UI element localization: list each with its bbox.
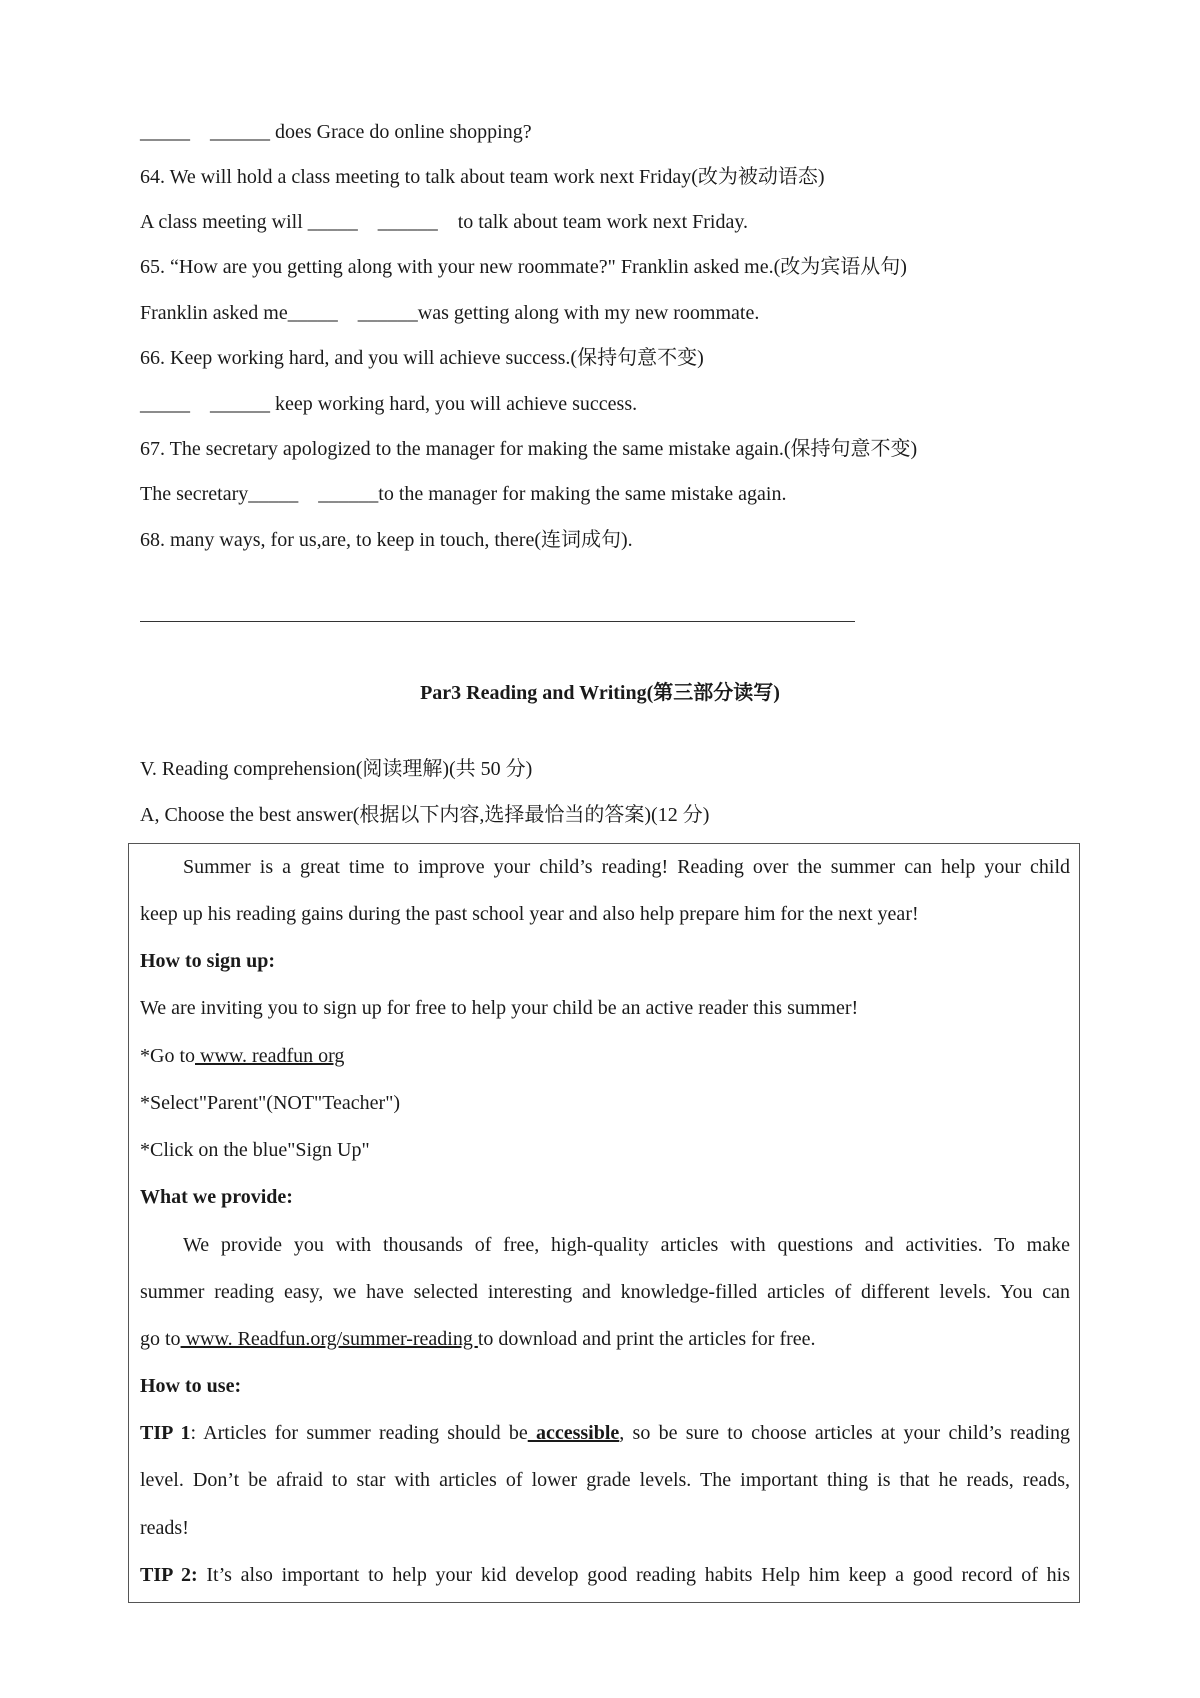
exercise-line: 65. “How are you getting along with your new roommate?" Franklin asked me.(改为宾语从句) <box>140 256 907 278</box>
exercise-line: Franklin asked me_____ ______was getting along with my new roommate. <box>140 302 760 324</box>
passage-paragraph-1-line-2: keep up his reading gains during the past school year and also help prepare him for the next year! <box>140 903 919 925</box>
section-a-heading: A, Choose the best answer(根据以下内容,选择最恰当的答案)(12 分) <box>140 804 710 826</box>
provide-line-3-prefix: go to <box>140 1328 181 1350</box>
signup-step-1 <box>140 1044 1070 1068</box>
exercise-line: The secretary_____ ______to the manager for making the same mistake again. <box>140 483 787 505</box>
part3-title: Par3 Reading and Writing(第三部分读写) <box>420 682 780 704</box>
exercise-line: 66. Keep working hard, and you will achieve success.(保持句意不变) <box>140 347 704 369</box>
tip-2-text: It’s also important to help your kid develop good reading habits Help him keep a good record of his <box>197 1564 1070 1586</box>
tip-1-line-2: level. Don’t be afraid to star with articles of lower grade levels. The important thing is that he reads, reads, <box>140 1469 1070 1491</box>
accessible-word: accessible <box>527 1422 620 1444</box>
exercise-line: 64. We will hold a class meeting to talk about team work next Friday(改为被动语态) <box>140 166 825 188</box>
use-heading: How to use: <box>140 1375 242 1397</box>
tip-1-line-1 <box>140 1421 1070 1445</box>
provide-heading: What we provide: <box>140 1186 293 1208</box>
signup-step-2: *Select"Parent"(NOT"Teacher") <box>140 1092 401 1114</box>
provide-line-2: summer reading easy, we have selected interesting and knowledge-filled articles of different levels. You can <box>140 1281 1070 1303</box>
exercise-line: _____ ______ keep working hard, you will achieve success. <box>140 393 638 415</box>
provide-line-1: We provide you with thousands of free, high-quality articles with questions and activities. To make <box>183 1234 1070 1256</box>
exercise-line: _____ ______ does Grace do online shopping? <box>140 121 532 143</box>
signup-heading: How to sign up: <box>140 950 276 972</box>
readfun-link[interactable]: www. readfun org <box>195 1045 345 1067</box>
tip-1-text-b: , so be sure to choose articles at your child’s reading <box>619 1422 1070 1444</box>
section-v-heading: V. Reading comprehension(阅读理解)(共 50 分) <box>140 758 533 780</box>
tip-1-text-a: : Articles for summer reading should be <box>190 1422 528 1444</box>
tip-1-line-3: reads! <box>140 1517 189 1539</box>
answer-line <box>140 621 855 622</box>
tip-2-label: TIP 2: <box>140 1564 198 1586</box>
exercise-line: 68. many ways, for us,are, to keep in touch, there(连词成句). <box>140 529 633 551</box>
tip-2-line-1 <box>140 1563 1070 1587</box>
reading-passage-box <box>128 843 1080 1603</box>
provide-line-3-suffix: to download and print the articles for free. <box>477 1328 816 1350</box>
step-1-prefix: *Go to <box>140 1045 195 1067</box>
signup-step-3: *Click on the blue"Sign Up" <box>140 1139 370 1161</box>
passage-paragraph-1-line-1: Summer is a great time to improve your child’s reading! Reading over the summer can help your child <box>183 856 1070 878</box>
exercise-line: 67. The secretary apologized to the manager for making the same mistake again.(保持句意不变) <box>140 438 918 460</box>
tip-1-label: TIP 1 <box>140 1422 191 1444</box>
signup-intro: We are inviting you to sign up for free to help your child be an active reader this summer! <box>140 997 859 1019</box>
provide-line-3 <box>140 1327 1070 1351</box>
exercise-line: A class meeting will _____ ______ to talk about team work next Friday. <box>140 211 749 233</box>
summer-reading-link[interactable]: www. Readfun.org/summer-reading <box>180 1328 478 1350</box>
